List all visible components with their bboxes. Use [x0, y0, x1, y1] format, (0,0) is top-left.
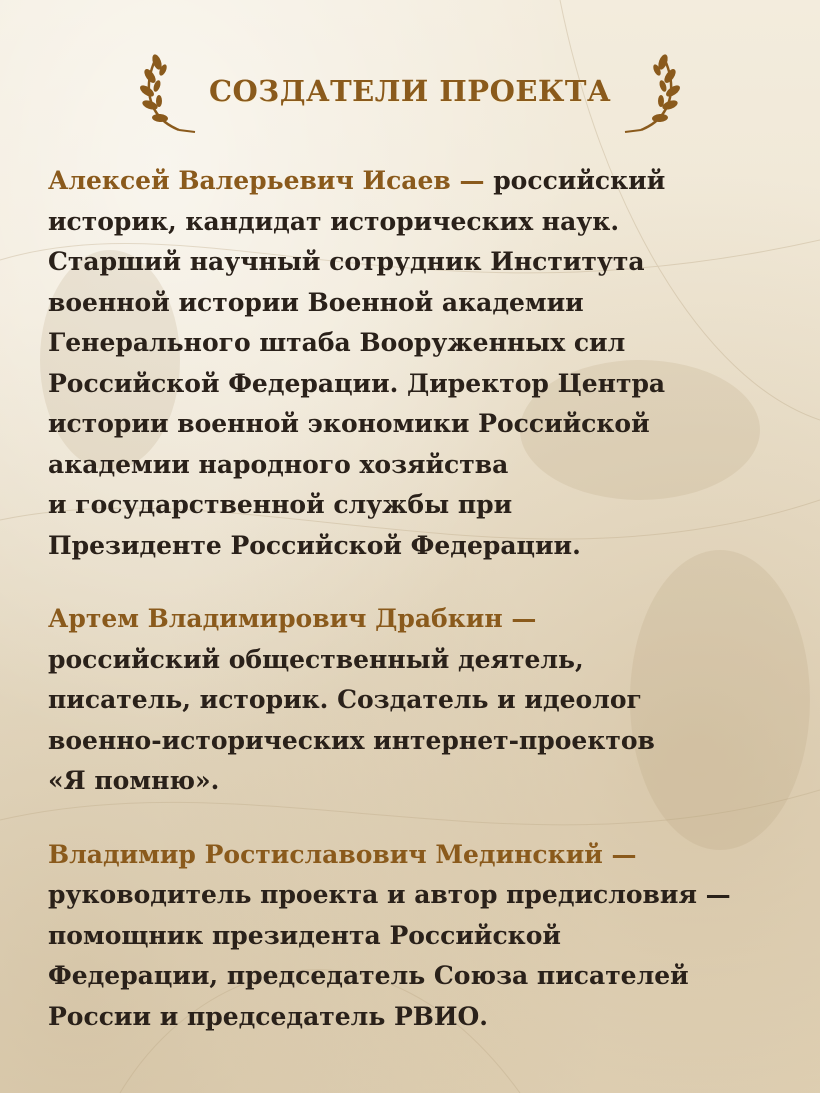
author-name: Алексей Валерьевич Исаев	[48, 166, 451, 195]
bio-line: помощник президента Российской	[48, 920, 561, 950]
name-dash: —	[602, 839, 637, 869]
section-title: СОЗДАТЕЛИ ПРОЕКТА	[208, 74, 612, 108]
author-name: Владимир Ростиславович Мединский	[48, 839, 603, 869]
bio-line: Старший научный сотрудник Института	[48, 247, 645, 276]
laurel-branch-icon	[135, 48, 197, 134]
author-first-line	[48, 161, 778, 202]
bio-line: российский общественный деятель,	[48, 644, 584, 674]
bio-text: российский	[484, 166, 666, 195]
bio-line: России и председатель РВИО.	[48, 1001, 489, 1031]
bio-line: истории военной экономики Российской	[48, 409, 650, 438]
bio-line: военной истории Военной академии	[48, 287, 584, 317]
name-dash: —	[502, 604, 537, 633]
author-name: Артем Владимирович Драбкин	[48, 604, 503, 633]
author-first-line	[48, 835, 778, 876]
author-entry-medinsky	[48, 835, 778, 1038]
section-header	[0, 48, 820, 134]
bio-line: и государственной службы при	[48, 490, 513, 519]
author-first-line	[48, 599, 778, 640]
bio-line: академии народного хозяйства	[48, 449, 509, 479]
name-dash: —	[450, 166, 485, 195]
bio-line: военно-исторических интернет-проектов	[48, 725, 655, 755]
laurel-branch-icon	[623, 48, 685, 134]
author-entry-drabkin	[48, 599, 778, 802]
bio-line: руководитель проекта и автор предисловия —	[48, 880, 731, 909]
author-entry-isaev	[48, 161, 778, 566]
bio-line: Генерального штаба Вооруженных сил	[48, 328, 626, 357]
bio-line: Президенте Российской Федерации.	[48, 530, 581, 560]
authors-list	[48, 161, 778, 1070]
bio-line: писатель, историк. Создатель и идеолог	[48, 685, 642, 714]
bio-line: Федерации, председатель Союза писателей	[48, 961, 689, 990]
bio-line: историк, кандидат исторических наук.	[48, 206, 620, 236]
bio-line: Российской Федерации. Директор Центра	[48, 368, 666, 398]
bio-line: «Я помню».	[48, 766, 220, 795]
